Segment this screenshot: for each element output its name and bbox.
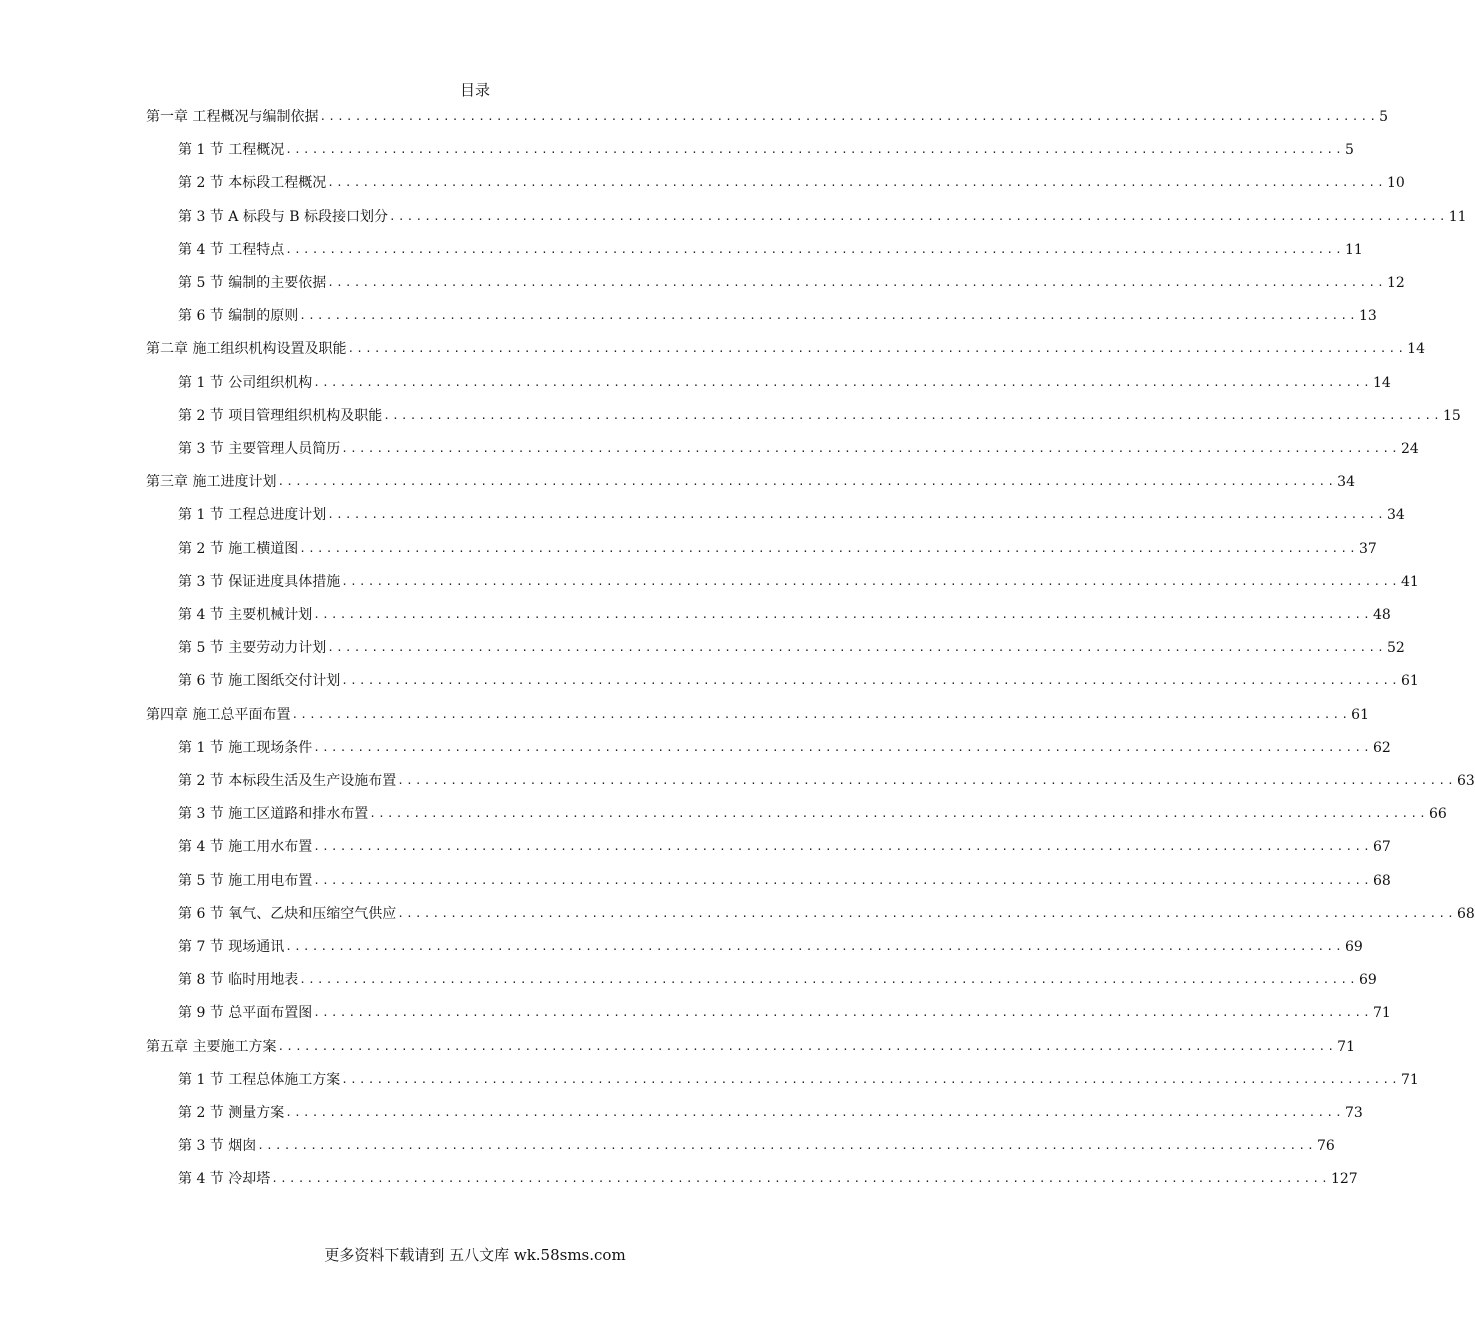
toc-page-number: 61 (1400, 673, 1419, 690)
toc-page-number: 71 (1337, 1038, 1355, 1055)
toc-dot-leader: ........................................................................................................................ (397, 774, 1456, 787)
toc-section-entry[interactable] (178, 437, 1419, 459)
toc-entry-label: 第 4 节 施工用水布置 (178, 839, 313, 856)
toc-page-number: 69 (1344, 939, 1363, 955)
toc-entry-label: 第 1 节 施工现场条件 (178, 739, 313, 756)
toc-page-number: 73 (1344, 1105, 1363, 1121)
toc-section-entry[interactable] (178, 1134, 1335, 1156)
toc-chapter-entry[interactable] (146, 470, 1355, 492)
toc-dot-leader: ........................................................................................................................ (341, 574, 1400, 588)
toc-dot-leader: ........................................................................................................................ (327, 641, 1386, 655)
toc-dot-leader: ........................................................................................................................ (313, 840, 1372, 854)
toc-entry-label: 第 3 节 A 标段与 B 标段接口划分 (178, 208, 389, 225)
toc-page-number: 69 (1358, 972, 1377, 989)
toc-entry-label: 第 2 节 本标段工程概况 (178, 175, 327, 192)
toc-page-number: 67 (1372, 839, 1391, 856)
toc-page-number: 37 (1358, 540, 1377, 557)
toc-page-number: 68 (1372, 872, 1391, 889)
toc-page-number: 52 (1386, 640, 1405, 657)
toc-dot-leader: ........................................................................................................................ (383, 408, 1442, 422)
toc-entry-label: 第 2 节 本标段生活及生产设施布置 (178, 773, 397, 789)
toc-page-number: 11 (1344, 241, 1363, 258)
toc-page-number: 12 (1386, 275, 1405, 291)
toc-dot-leader: ........................................................................................................................ (285, 1106, 1344, 1119)
toc-dot-leader: ........................................................................................................................ (327, 276, 1386, 289)
toc-page-number: 14 (1372, 374, 1391, 391)
toc-page-number: 10 (1386, 175, 1405, 192)
toc-dot-leader: ........................................................................................................................ (313, 375, 1372, 389)
toc-section-entry[interactable] (178, 603, 1391, 625)
toc-page-number: 71 (1372, 1005, 1391, 1022)
toc-entry-label: 第四章 施工总平面布置 (146, 706, 291, 723)
toc-entry-label: 第 1 节 工程总体施工方案 (178, 1071, 341, 1088)
toc-page-number: 76 (1316, 1138, 1335, 1155)
toc-chapter-entry[interactable] (146, 105, 1389, 127)
toc-dot-leader: ........................................................................................................................ (327, 176, 1386, 190)
toc-section-entry[interactable] (178, 537, 1377, 559)
toc-page-number: 71 (1400, 1071, 1419, 1088)
toc-page-number: 34 (1386, 507, 1405, 524)
toc-section-entry[interactable] (178, 1101, 1363, 1123)
toc-section-entry[interactable] (178, 736, 1391, 758)
toc-dot-leader: ........................................................................................................................ (299, 309, 1358, 323)
toc-section-entry[interactable] (178, 205, 1467, 227)
toc-entry-label: 第三章 施工进度计划 (146, 474, 277, 491)
toc-dot-leader: ........................................................................................................................ (257, 1139, 1316, 1153)
toc-dot-leader: ........................................................................................................................ (285, 940, 1344, 953)
toc-entry-label: 第 5 节 施工用电布置 (178, 872, 313, 889)
toc-section-entry[interactable] (178, 1167, 1358, 1189)
toc-entry-label: 第一章 工程概况与编制依据 (146, 109, 319, 125)
toc-dot-leader: ........................................................................................................................ (285, 242, 1344, 256)
toc-entry-label: 第 4 节 主要机械计划 (178, 607, 313, 623)
toc-section-entry[interactable] (178, 271, 1405, 293)
toc-section-entry[interactable] (178, 669, 1419, 691)
toc-page-number: 5 (1379, 109, 1389, 125)
toc-dot-leader: ........................................................................................................................ (341, 1072, 1400, 1086)
toc-entry-label: 第 9 节 总平面布置图 (178, 1005, 313, 1022)
toc-page-number: 14 (1407, 341, 1425, 358)
toc-entry-label: 第 4 节 工程特点 (178, 241, 285, 258)
toc-page-number: 41 (1400, 573, 1419, 590)
toc-page-number: 34 (1337, 474, 1355, 491)
toc-dot-leader: ........................................................................................................................ (271, 1172, 1330, 1186)
toc-page-number: 13 (1358, 308, 1377, 325)
toc-page-number: 11 (1448, 208, 1467, 225)
toc-entry-label: 第 1 节 工程概况 (178, 142, 285, 159)
toc-section-entry[interactable] (178, 968, 1377, 990)
toc-entry-label: 第 5 节 主要劳动力计划 (178, 640, 327, 657)
toc-page-number: 48 (1372, 607, 1391, 623)
toc-dot-leader: ........................................................................................................................ (319, 110, 1379, 123)
toc-entry-label: 第 2 节 项目管理组织机构及职能 (178, 407, 383, 424)
toc-page-number: 127 (1330, 1171, 1358, 1188)
page-title: 目录 (459, 81, 490, 99)
toc-entry-label: 第 2 节 施工横道图 (178, 540, 299, 557)
toc-entry-label: 第二章 施工组织机构设置及职能 (146, 341, 347, 358)
toc-entry-label: 第 7 节 现场通讯 (178, 939, 285, 955)
toc-section-entry[interactable] (178, 1068, 1419, 1090)
toc-entry-label: 第 4 节 冷却塔 (178, 1171, 271, 1188)
toc-dot-leader: ........................................................................................................................ (313, 608, 1372, 621)
toc-entry-label: 第 8 节 临时用地表 (178, 972, 299, 989)
toc-dot-leader: ........................................................................................................................ (369, 807, 1428, 821)
toc-page-number: 24 (1400, 441, 1419, 457)
toc-section-entry[interactable] (178, 835, 1391, 857)
toc-dot-leader: ........................................................................................................................ (285, 143, 1344, 157)
toc-section-entry[interactable] (178, 371, 1391, 393)
toc-dot-leader: ........................................................................................................................ (291, 707, 1351, 721)
toc-dot-leader: ........................................................................................................................ (277, 1039, 1337, 1053)
toc-entry-label: 第 3 节 主要管理人员简历 (178, 441, 341, 457)
toc-page-number: 68 (1456, 905, 1475, 922)
toc-section-entry[interactable] (178, 570, 1419, 592)
toc-dot-leader: ........................................................................................................................ (277, 475, 1337, 489)
toc-chapter-entry[interactable] (146, 337, 1425, 359)
toc-dot-leader: ........................................................................................................................ (397, 906, 1456, 920)
toc-section-entry[interactable] (178, 869, 1391, 891)
toc-dot-leader: ........................................................................................................................ (389, 209, 1448, 223)
toc-section-entry[interactable] (178, 138, 1354, 160)
toc-entry-label: 第 1 节 工程总进度计划 (178, 507, 327, 524)
toc-entry-label: 第 2 节 测量方案 (178, 1105, 285, 1121)
toc-chapter-entry[interactable] (146, 703, 1369, 725)
toc-section-entry[interactable] (178, 171, 1405, 193)
toc-section-entry[interactable] (178, 404, 1461, 426)
toc-dot-leader: ........................................................................................................................ (299, 541, 1358, 555)
toc-entry-label: 第 3 节 施工区道路和排水布置 (178, 806, 369, 823)
toc-dot-leader: ........................................................................................................................ (299, 973, 1358, 987)
toc-section-entry[interactable] (178, 902, 1475, 924)
toc-entry-label: 第 5 节 编制的主要依据 (178, 275, 327, 291)
toc-entry-label: 第 1 节 公司组织机构 (178, 374, 313, 391)
toc-page-number: 63 (1456, 773, 1475, 789)
toc-entry-label: 第五章 主要施工方案 (146, 1038, 277, 1055)
toc-chapter-entry[interactable] (146, 1035, 1355, 1057)
toc-section-entry[interactable] (178, 802, 1447, 824)
toc-page-number: 66 (1428, 806, 1447, 823)
toc-section-entry[interactable] (178, 769, 1475, 791)
toc-dot-leader: ........................................................................................................................ (347, 342, 1407, 356)
toc-entry-label: 第 3 节 烟囱 (178, 1138, 257, 1155)
toc-dot-leader: ........................................................................................................................ (313, 740, 1372, 754)
toc-section-entry[interactable] (178, 1001, 1391, 1023)
toc-section-entry[interactable] (178, 238, 1363, 260)
toc-page-number: 61 (1351, 706, 1369, 723)
toc-entry-label: 第 6 节 施工图纸交付计划 (178, 673, 341, 690)
toc-page-number: 5 (1344, 142, 1354, 159)
toc-section-entry[interactable] (178, 636, 1405, 658)
toc-dot-leader: ........................................................................................................................ (313, 873, 1372, 887)
toc-dot-leader: ........................................................................................................................ (327, 508, 1386, 522)
toc-entry-label: 第 6 节 编制的原则 (178, 308, 299, 325)
toc-section-entry[interactable] (178, 935, 1363, 957)
toc-dot-leader: ........................................................................................................................ (341, 674, 1400, 688)
toc-dot-leader: ........................................................................................................................ (313, 1006, 1372, 1020)
toc-section-entry[interactable] (178, 304, 1377, 326)
toc-entry-label: 第 3 节 保证进度具体措施 (178, 573, 341, 590)
toc-page-number: 15 (1442, 407, 1461, 424)
toc-section-entry[interactable] (178, 503, 1405, 525)
toc-entry-label: 第 6 节 氧气、乙炔和压缩空气供应 (178, 905, 397, 922)
footer-note: 更多资料下载请到 五八文库 wk.58sms.com (324, 1246, 626, 1264)
toc-dot-leader: ........................................................................................................................ (341, 442, 1400, 455)
toc-page-number: 62 (1372, 739, 1391, 756)
